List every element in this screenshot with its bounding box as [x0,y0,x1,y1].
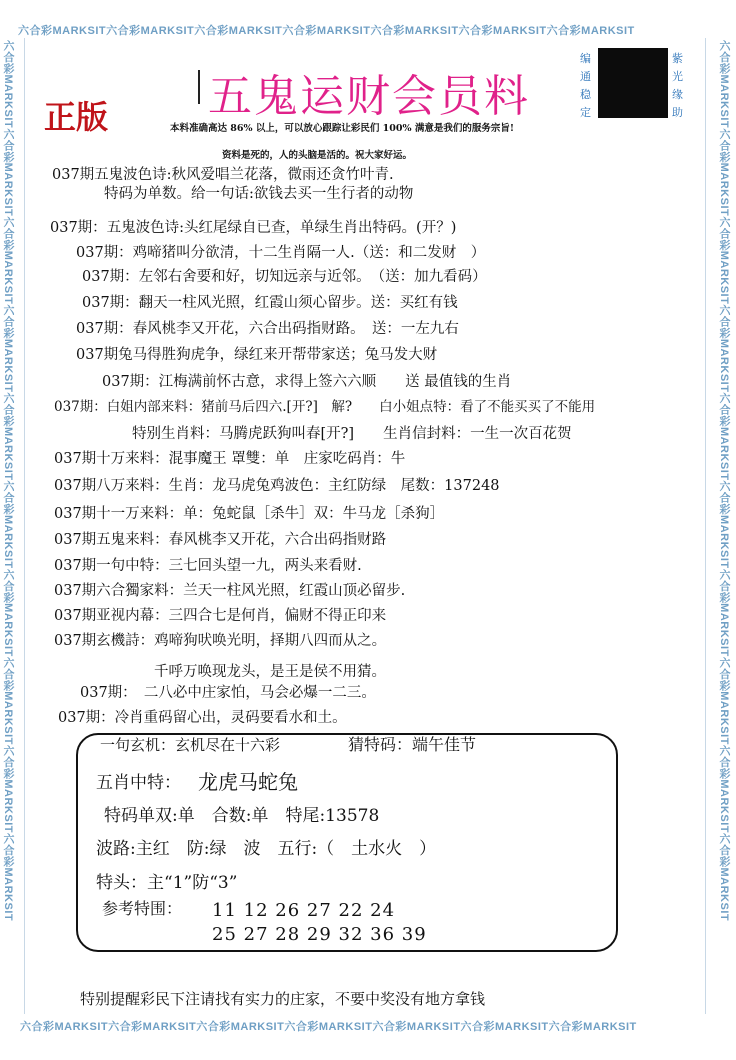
text-line: 037期：春风桃李又开花，六合出码指财路。 送：一左九右 [76,321,459,337]
slogan-2: 资料是死的，人的头脑是活的。祝大家好运。 [222,150,413,161]
watermark-top: 六合彩MARKSIT六合彩MARKSIT六合彩MARKSIT六合彩MARKSIT六合彩MARKSIT六合彩MARKSIT六合彩MARKSIT [18,25,635,36]
five-zodiac-label: 五肖中特： [96,773,181,793]
text-line: 037期五鬼波色诗:秋风爱唱兰花落，微雨还贪竹叶青. [52,167,394,183]
slogan-1: 本料准确高达 86% 以上，可以放心跟踪让彩民们 100% 满意是我们的服务宗旨! [170,123,515,134]
page-title: 五鬼运财会员料 [208,71,530,122]
five-zodiac-value: 龙虎马蛇兔 [198,770,298,794]
genuine-badge: 正版 [44,98,109,136]
riddle-line: 一句玄机：玄机尽在十六彩 [100,736,281,754]
watermark-left: 六合彩MARKSIT六合彩MARKSIT六合彩MARKSIT六合彩MARKSIT六合彩MARKSIT六合彩MARKSIT六合彩MARKSIT六合彩MARKSIT六合彩MARKSIT六合彩MARKSIT [2,40,14,922]
guess-line: 猜特码：端午佳节 [348,735,477,754]
text-line: 037期一句中特：三七回头望一九，两头来看财. [54,558,362,574]
reference-row-1: 11 12 26 27 22 24 [212,900,396,921]
text-line: 037期：江梅满前怀古意，求得上签六六顺 送 最值钱的生肖 [102,374,512,390]
reference-row-2: 25 27 28 29 32 36 39 [212,924,427,945]
watermark-bottom: 六合彩MARKSIT六合彩MARKSIT六合彩MARKSIT六合彩MARKSIT六合彩MARKSIT六合彩MARKSIT六合彩MARKSIT [20,1021,637,1032]
footer-notice: 特别提醒彩民下注请找有实力的庄家，不要中奖没有地方拿钱 [80,990,486,1008]
text-line: 037期玄機詩：鸡啼狗吠唤光明，择期八四而从之。 [54,633,387,649]
text-line: 037期：鸡啼猪叫分欲清，十二生肖隔一人.（送：和二发财 ） [76,245,486,261]
text-line: 037期：五鬼波色诗:头红尾绿自已查，单绿生肖出特码。(开？) [50,220,457,236]
text-line: 037期亚视内幕：三四合七是何肖，偏财不得正印来 [54,608,387,624]
text-line: 037期十一万来料：单：兔蛇鼠［杀牛］双：牛马龙［杀狗］ [54,506,445,522]
text-line: 特别生肖料：马腾虎跃狗叫春[开?] 生肖信封料：一生一次百花贺 [132,426,572,442]
text-line: 037期五鬼来料：春风桃李又开花，六合出码指财路 [54,532,387,548]
watermark-right: 六合彩MARKSIT六合彩MARKSIT六合彩MARKSIT六合彩MARKSIT六合彩MARKSIT六合彩MARKSIT六合彩MARKSIT六合彩MARKSIT六合彩MARKSIT六合彩MARKSIT [718,40,730,922]
text-line: 特码为单数。给一句话:欲钱去买一生行者的动物 [104,186,414,202]
reference-label: 参考特围： [102,899,183,918]
text-line: 037期： 二八必中庄家怕，马会必爆一二三。 [80,685,376,701]
text-line: 千呼万唤现龙头，是王是侯不用猜。 [154,664,386,680]
text-line: 037期八万来料：生肖：龙马虎兔鸡波色：主红防绿 尾数：137248 [54,478,500,494]
black-logo-block [598,48,668,118]
text-line: 037期：翻天一柱风光照，红霞山须心留步。送：买红有钱 [82,295,458,311]
head-line: 特头：主“1”防“3” [96,873,238,893]
text-line: 037期兔马得胜狗虎争，绿红来开帮带家送；兔马发大财 [76,347,438,363]
color-element-line: 波路:主红 防:绿 波 五行:（ 土水火 ） [96,839,437,859]
side-text-left: 编通稳定 [580,52,591,119]
text-line: 037期：左邻右舍要和好，切知远亲与近邻。 （送：加九看码） [82,269,487,285]
text-line: 037期：冷肖重码留心出，灵码要看水和土。 [58,710,347,726]
side-text-right: 紫光缘助 [672,52,683,119]
title-divider [198,70,200,104]
text-line: 037期：白姐内部来料：猪前马后四六.[开?] 解? 白小姐点特：看了不能买买了不能用 [54,399,596,415]
text-line: 037期六合獨家料：兰天一柱风光照，红霞山顶必留步. [54,583,406,599]
odd-even-line: 特码单双:单 合数:单 特尾:13578 [104,806,380,826]
text-line: 037期十万来料：混事魔王 罩雙：单 庄家吃码肖：牛 [54,451,406,467]
